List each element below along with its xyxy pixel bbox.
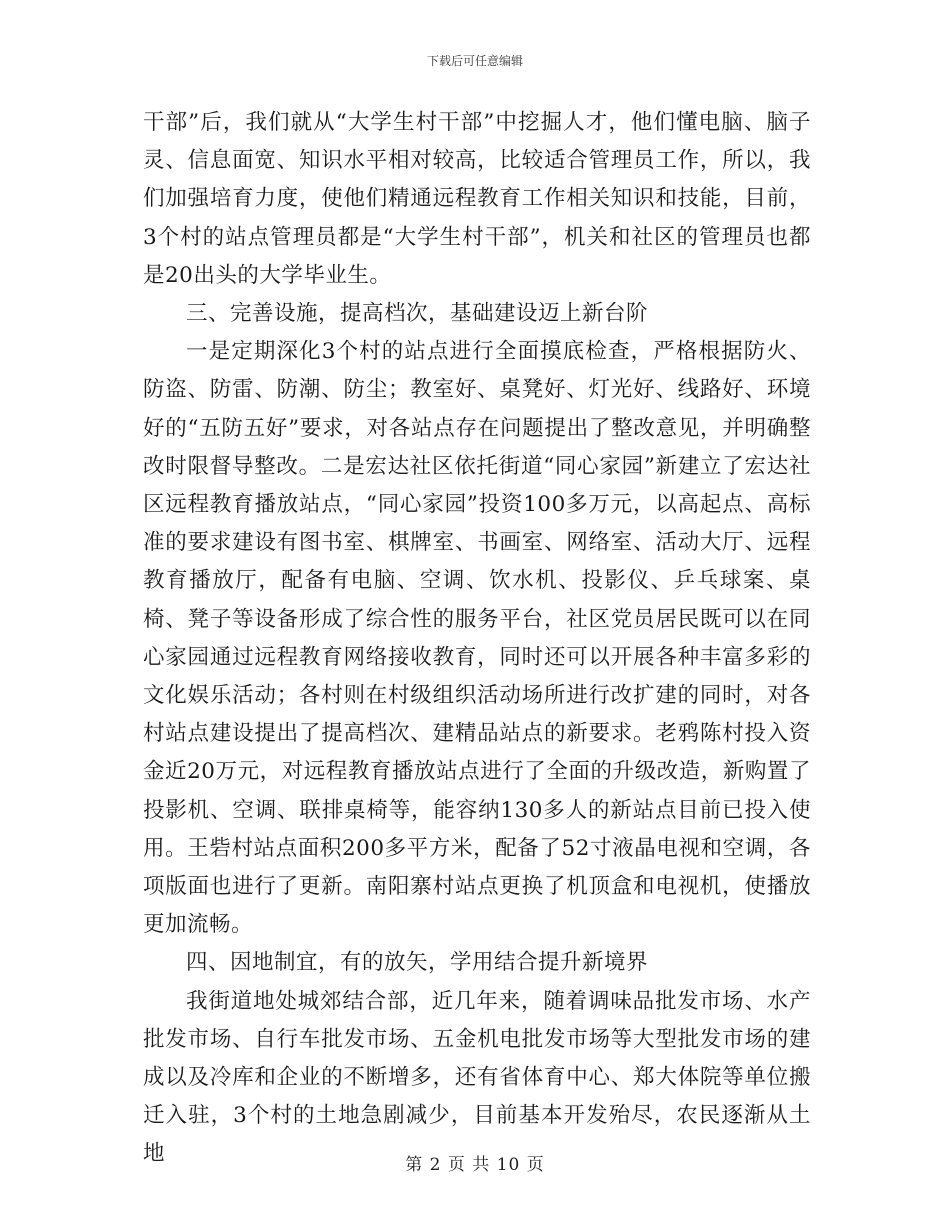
paragraph-facilities: 一是定期深化3个村的站点进行全面摸底检查，严格根据防火、防盗、防雷、防潮、防尘；教室好、桌凳好、灯光好、线路好、环境好的“五防五好”要求，对各站点存在问题提出了整改意见，并明确整改时限督导整改。二是宏达社区依托街道“同心家园”新建立了宏达社区远程教育播放站点，“同心家园”投资100多万元，以高起点、高标准的要求建设有图书室、棋牌室、书画室、网络室、活动大厅、远程教育播放厅，配备有电脑、空调、饮水机、投影仪、乒乓球案、桌椅、凳子等设备形成了综合性的服务平台，社区党员居民既可以在同心家园通过远程教育网络接收教育，同时还可以开展各种丰富多彩的文化娱乐活动；各村则在村级组织活动场所进行改扩建的同时，对各村站点建设提出了提高档次、建精品站点的新要求。老鸦陈村投入资金近20万元，对远程教育播放站点进行了全面的升级改造，新购置了投影机、空调、联排桌椅等，能容纳130多人的新站点目前已投入使用。王砦村站点面积200多平方米，配备了52寸液晶电视和空调，各项版面也进行了更新。南阳寨村站点更换了机顶盒和电视机，使播放更加流畅。 <box>143 339 811 938</box>
section-heading-4: 四、因地制宜，有的放矢，学用结合提升新境界 <box>186 950 649 976</box>
document-body <box>143 104 811 1174</box>
page-number: 第 2 页 共 10 页 <box>405 1155 545 1175</box>
page-header-note: 下载后可任意编辑 <box>426 54 523 68</box>
section-heading-3: 三、完善设施，提高档次，基础建设迈上新台阶 <box>186 301 649 327</box>
paragraph-continuation: 干部”后，我们就从“大学生村干部”中挖掘人才，他们懂电脑、脑子灵、信息面宽、知识水平相对较高，比较适合管理员工作，所以，我们加强培育力度，使他们精通远程教育工作相关知识和技能，目前，3个村的站点管理员都是“大学生村干部”，机关和社区的管理员也都是20出头的大学毕业生。 <box>143 110 811 288</box>
paragraph-local-conditions: 我街道地处城郊结合部，近几年来，随着调味品批发市场、水产批发市场、自行车批发市场、五金机电批发市场等大型批发市场的建成以及冷库和企业的不断增多，还有省体育中心、郑大体院等单位搬迁入驻，3个村的土地急剧减少，目前基本开发殆尽，农民逐渐从土地 <box>143 988 811 1167</box>
